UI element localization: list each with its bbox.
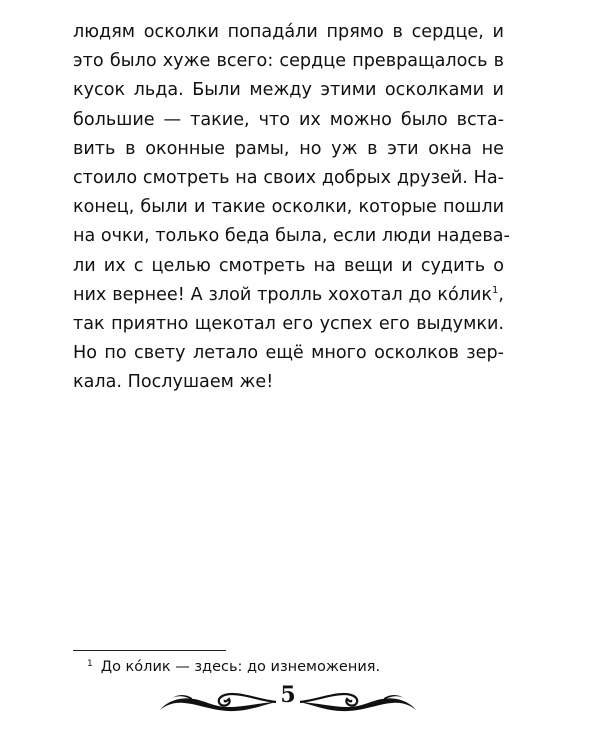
body-text bbox=[73, 18, 510, 397]
footnote-marker: 1 bbox=[87, 659, 93, 669]
text-line: так приятно щекотал его успех его выдумки. bbox=[73, 313, 504, 334]
text-line: большие — такие, что их можно было вста- bbox=[73, 109, 504, 130]
text-line-content: них вернее! А злой тролль хохотал до кóлик bbox=[73, 284, 493, 305]
text-line: кусок льда. Были между этими осколками и bbox=[73, 80, 504, 101]
text-line: на очки, только беда была, если люди надева- bbox=[73, 226, 510, 247]
footnote-text: До кóлик — здесь: до изнеможения. bbox=[100, 659, 381, 675]
text-line: людям осколки попадáли прямо в сердце, и bbox=[73, 22, 504, 42]
text-line: Но по свету летало ещё много осколков зер- bbox=[73, 343, 504, 364]
footnote-reference: 1 bbox=[492, 284, 499, 296]
text-line-with-footnote: них вернее! А злой тролль хохотал до кóлик$^1$, bbox=[73, 284, 504, 305]
text-line: конец, были и такие осколки, которые пошли bbox=[73, 197, 504, 218]
text-line: это было хуже всего: сердце превращалось в bbox=[73, 51, 504, 72]
text-line: стоило смотреть на своих добрых друзей. На- bbox=[73, 167, 504, 188]
text-line: кала. Послушаем же! bbox=[73, 372, 274, 393]
text-line: вить в оконные рамы, но уж в эти окна не bbox=[73, 138, 504, 159]
page-number: 5 bbox=[280, 682, 296, 708]
text-line: ли их с целью смотреть на вещи и судить о bbox=[73, 255, 504, 276]
footnote-divider bbox=[73, 650, 226, 651]
left-ornament-icon bbox=[158, 686, 278, 718]
right-ornament-icon bbox=[298, 686, 418, 718]
footnote bbox=[87, 659, 380, 675]
